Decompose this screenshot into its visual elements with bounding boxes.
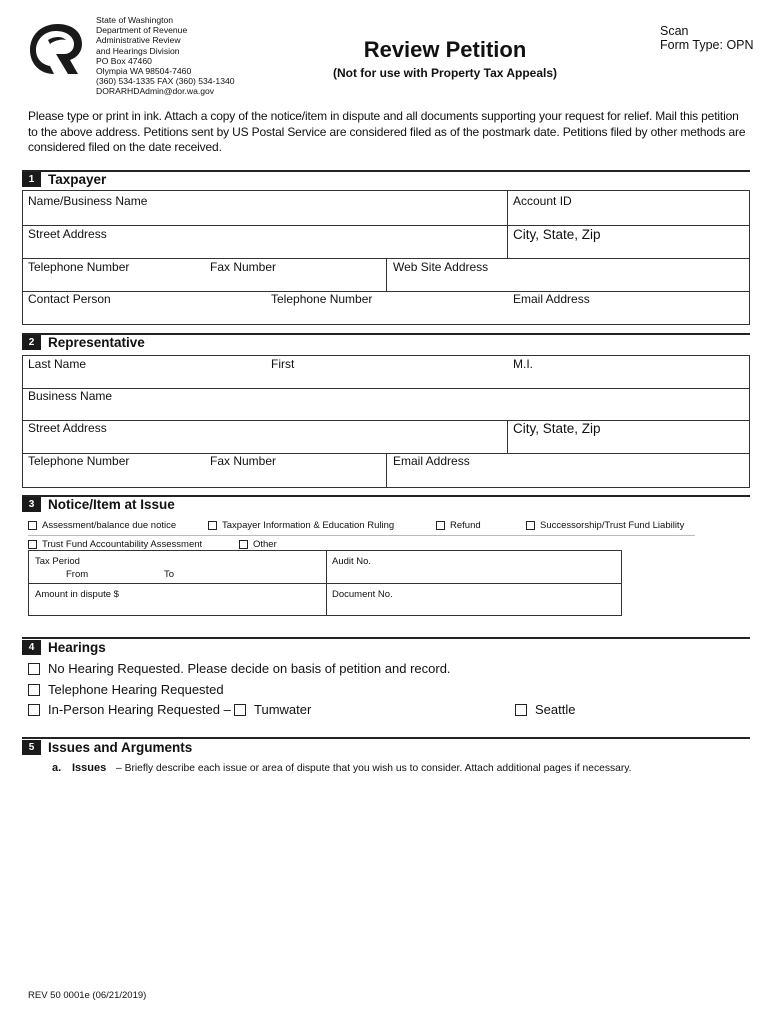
assessment-checkbox[interactable] [28,521,37,530]
grid-line [507,225,508,258]
amount-in-dispute-field[interactable]: Amount in dispute $ [35,589,119,600]
form-title: Review Petition [363,37,527,62]
email-field[interactable]: Email Address [513,292,590,306]
grid-line [507,420,508,453]
section-divider [22,170,750,172]
section-number: 5 [22,740,41,755]
agency-line: Department of Revenue [96,25,188,36]
section-number: 4 [22,640,41,655]
section-divider [22,737,750,739]
agency-line: Olympia WA 98504-7460 [96,66,192,77]
rep-city-state-zip-field[interactable]: City, State, Zip [513,421,601,436]
grid-line [22,388,750,389]
in-person-hearing-label: In-Person Hearing Requested – [48,702,231,717]
agency-address [96,15,235,97]
audit-no-field[interactable]: Audit No. [332,556,372,567]
trust-fund-label: Trust Fund Accountability Assessment [42,539,203,550]
grid-line [22,225,750,226]
website-field[interactable]: Web Site Address [393,260,489,274]
grid-line [326,550,327,616]
options-underline [28,535,695,536]
tumwater-checkbox[interactable] [234,704,246,716]
tumwater-label: Tumwater [254,702,312,717]
grid-line [28,583,622,584]
scan-info [660,24,754,52]
document-no-field[interactable]: Document No. [332,589,393,600]
agency-line: DORARHDAdmin@dor.wa.gov [96,86,215,97]
section-number: 3 [22,497,41,512]
grid-line [386,258,387,291]
section-number: 1 [22,172,41,187]
assessment-label: Assessment/balance due notice [42,520,177,531]
section-title: Hearings [48,640,106,655]
section-title: Issues and Arguments [48,740,193,755]
seattle-checkbox[interactable] [515,704,527,716]
section-title: Taxpayer [48,172,107,187]
city-state-zip-field[interactable]: City, State, Zip [513,227,601,242]
section-divider [22,637,750,639]
business-name-field[interactable]: Business Name [28,389,113,403]
other-label: Other [253,539,277,550]
rep-telephone-field[interactable]: Telephone Number [28,454,130,468]
telephone-hearing-label: Telephone Hearing Requested [48,682,224,697]
tied-ruling-checkbox[interactable] [208,521,217,530]
form-footer: REV 50 0001e (06/21/2019) [28,990,147,1001]
no-hearing-checkbox[interactable] [28,663,40,675]
account-id-field[interactable]: Account ID [513,194,572,208]
seattle-label: Seattle [535,702,576,717]
trust-fund-checkbox[interactable] [28,540,37,549]
successorship-checkbox[interactable] [526,521,535,530]
agency-line: and Hearings Division [96,45,180,56]
grid-line [507,190,508,225]
tied-ruling-label: Taxpayer Information & Education Ruling [222,520,395,531]
form-subtitle: (Not for use with Property Tax Appeals) [332,66,558,80]
agency-line: State of Washington [96,15,174,25]
refund-label: Refund [450,520,481,531]
fax-field[interactable]: Fax Number [210,260,277,274]
dor-logo [28,22,88,76]
form-type: Form Type: OPN [660,38,754,52]
telephone-field[interactable]: Telephone Number [28,260,130,274]
contact-person-field[interactable]: Contact Person [28,292,111,306]
last-name-field[interactable]: Last Name [28,357,87,371]
section-title: Notice/Item at Issue [48,497,175,512]
grid-line [386,453,387,488]
rep-fax-field[interactable]: Fax Number [210,454,277,468]
rep-email-field[interactable]: Email Address [393,454,470,468]
issue-item-title: Issues [72,762,107,774]
scan-label: Scan [660,24,689,38]
grid-line [22,291,750,292]
rep-street-field[interactable]: Street Address [28,421,107,435]
issue-item-text: – Briefly describe each issue or area of dispute that you wish us to consider. Attach additional pages if necessary. [116,763,632,774]
in-person-hearing-checkbox[interactable] [28,704,40,716]
agency-line: PO Box 47460 [96,55,152,66]
tax-period-label: Tax Period [35,556,80,567]
successorship-label: Successorship/Trust Fund Liability [540,520,685,531]
no-hearing-label: No Hearing Requested. Please decide on basis of petition and record. [48,661,451,676]
section-number: 2 [22,335,41,350]
name-business-field[interactable]: Name/Business Name [28,194,148,208]
grid-line [22,420,750,421]
telephone-hearing-checkbox[interactable] [28,684,40,696]
other-checkbox[interactable] [239,540,248,549]
middle-initial-field[interactable]: M.I. [513,357,533,371]
agency-line: (360) 534-1335 FAX (360) 534-1340 [96,76,235,87]
street-address-field[interactable]: Street Address [28,227,107,241]
agency-line: Administrative Review [96,35,181,46]
contact-telephone-field[interactable]: Telephone Number [271,292,373,306]
tax-period-to-field[interactable]: To [164,569,175,580]
first-name-field[interactable]: First [271,357,295,371]
issue-item-letter: a. [52,762,62,774]
instructions: Please type or print in ink. Attach a copy of the notice/item in dispute and all documents supporting your request for relief. Mail this petition to the above address. Petitions sent by US Postal Service are considered filed as of the postmark date. Petitions filed by other methods are considered filed on the date received. [28,109,746,154]
refund-checkbox[interactable] [436,521,445,530]
section-title: Representative [48,335,145,350]
tax-period-from-field[interactable]: From [66,569,89,580]
